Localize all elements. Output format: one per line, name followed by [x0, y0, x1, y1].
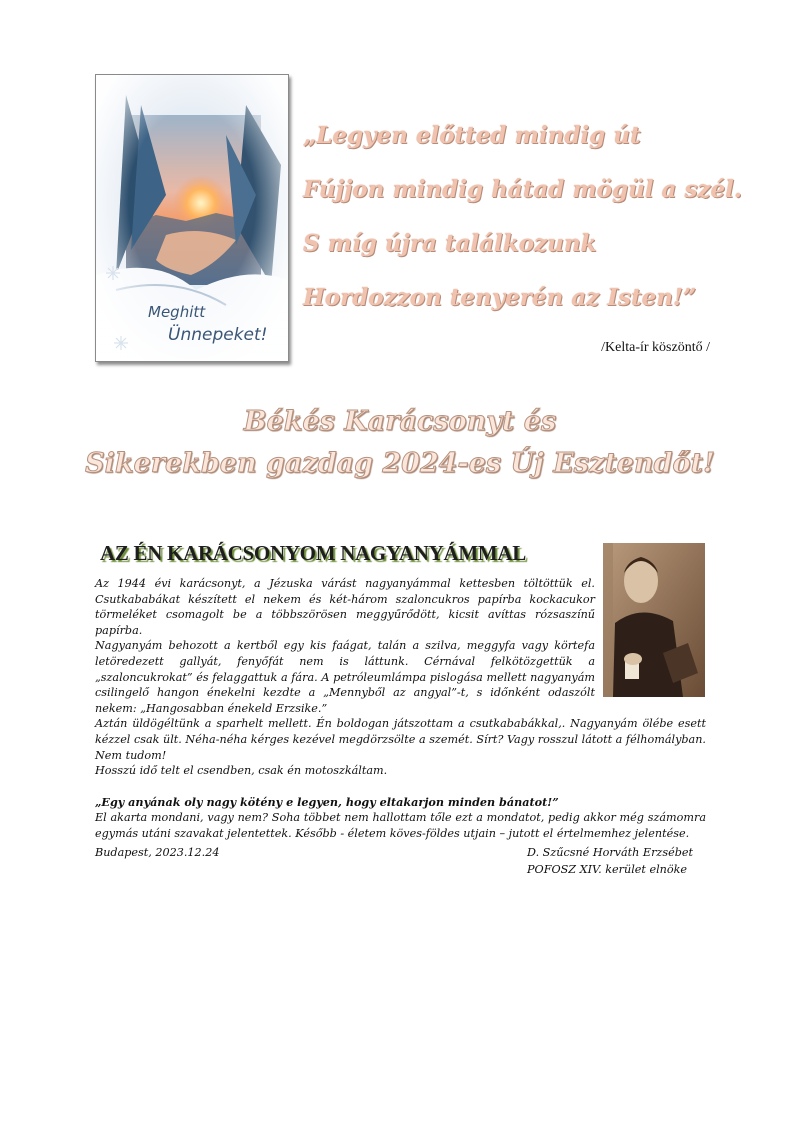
article-title: AZ ÉN KARÁCSONYOM NAGYANYÁMMAL: [100, 541, 526, 565]
paragraph-after-quote: El akarta mondani, vagy nem? Soha többet nem hallottam tőle ezt a mondatot, pedig akkor még számomra egymás utáni szavakat jelentettek. Később - életem köves-földes utjain – jutott el értelmemhez jelentése.: [95, 811, 706, 840]
paragraph: Aztán üldögéltünk a sparhelt mellett. Én boldogan játszottam a csutkababákkal,. Nagyanyám ölébe esett kézzel csak ült. Néha-néha kérges kezével megdörzsölte a szemét. Sírt? Vagy rosszul látott a félhomályban. Nem tudom!: [95, 717, 706, 762]
greeting-line2: Sikerekben gazdag 2024-es Új Esztendőt!: [85, 448, 715, 479]
signature: [527, 844, 693, 878]
quote: „Egy anyának oly nagy kötény e legyen, hogy eltakarjon minden bánatot!”: [95, 794, 559, 809]
paragraph: Nagyanyám behozott a kertből egy kis faágat, talán a szilva, meggyfa vagy körtefa letöredezett gallyát, fenyőfát nem is láttunk. Cérnával felkötözgettük a „szaloncukrokat” és felaggattuk a fára. A petróleumlámpa pislogása mellett nagyanyám csilingelő hangon énekelni kezdte a „Mennyből az angyal”-t, s időnként odaszólt nekem: „Hangosabban énekeld Erzsike.”: [95, 639, 595, 715]
poem-line: Hordozzon tenyerén az Isten!”: [303, 284, 697, 311]
poem: [303, 118, 763, 334]
signature-role: POFOSZ XIV. kerület elnöke: [527, 863, 687, 876]
snowflake-icon: [114, 336, 128, 350]
card-greeting-line2: Ünnepeket!: [168, 325, 268, 345]
poem-attribution: /Kelta-ír köszöntő /: [601, 340, 710, 355]
place-date: Budapest, 2023.12.24: [95, 846, 220, 859]
poem-line: S míg újra találkozunk: [303, 230, 597, 257]
christmas-card-image: [95, 74, 289, 362]
signature-name: D. Szűcsné Horváth Erzsébet: [527, 846, 693, 859]
poem-line: Fújjon mindig hátad mögül a szél.: [303, 176, 742, 203]
article-body: [95, 576, 706, 842]
greeting-line1: Békés Karácsonyt és: [243, 406, 557, 437]
card-greeting-line1: Meghitt: [148, 303, 206, 321]
paragraph: Az 1944 évi karácsonyt, a Jézuska várást nagyanyámmal kettesben töltöttük el. Csutkababákat készített el nekem és két-három szaloncukros papírba kockacukor törmeléket csomagolt be a többszörösen meggyűrődött, kicsit avíttas rózsaszínű papírba.: [95, 577, 595, 637]
poem-line: „Legyen előtted mindig út: [303, 122, 641, 149]
paragraph: Hosszú idő telt el csendben, csak én motoszkáltam.: [95, 764, 388, 778]
